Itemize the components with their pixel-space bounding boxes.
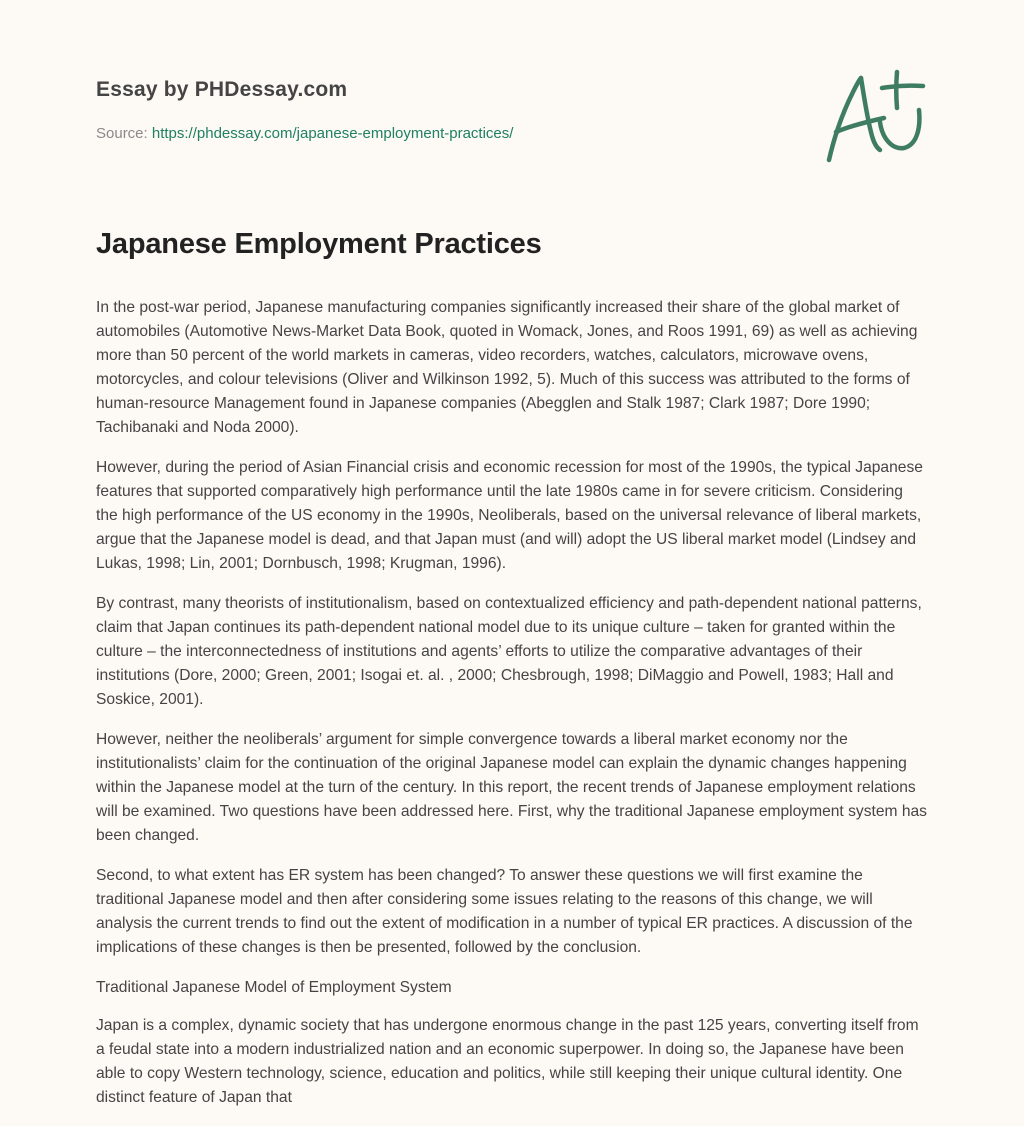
paragraph: However, neither the neoliberals’ argument for simple convergence towards a liberal market economy nor the institutionalists’ claim for the continuation of the original Japanese model can explain the dynamic changes happening within the Japanese model at the turn of the century. In this report, the recent trends of Japanese employment relations will be examined. Two questions have been addressed here. First, why the traditional Japanese employment system has been changed. (96, 731, 927, 844)
paragraph: By contrast, many theorists of institutionalism, based on contextualized efficiency and path-dependent national patterns, claim that Japan continues its path-dependent national model due to its unique culture – taken for granted within the culture – the interconnectedness of institutions and agents’ efforts to utilize the comparative advantages of their institutions (Dore, 2000; Green, 2001; Isogai et. al. , 2000; Chesbrough, 1998; DiMaggio and Powell, 1983; Hall and Soskice, 2001). (96, 595, 922, 708)
source-label: Source: (96, 125, 148, 142)
paragraph: Second, to what extent has ER system has been changed? To answer these questions we will first examine the traditional Japanese model and then after considering some issues relating to the reasons of this change, we will analysis the current trends to find out the extent of modification in a number of typical ER practices. A discussion of the implications of these changes is then be presented, followed by the conclusion. (96, 867, 913, 956)
paragraph: Japan is a complex, dynamic society that has undergone enormous change in the past 125 years, converting itself from a feudal state into a modern industrialized nation and an economic superpower. In doing so, the Japanese have been able to copy Western technology, science, education and politics, while still keeping their unique cultural identity. One distinct feature of Japan that (96, 1017, 919, 1106)
source-link[interactable]: https://phdessay.com/japanese-employment-practices/ (151, 125, 514, 142)
paragraph: In the post-war period, Japanese manufacturing companies significantly increased their share of the global market of automobiles (Automotive News-Market Data Book, quoted in Womack, Jones, and Roos 1991, 69) as well as achieving more than 50 percent of the world markets in cameras, video recorders, watches, calculators, microwave ovens, motorcycles, and colour televisions (Oliver and Wilkinson 1992, 5). Much of this success was attributed to the forms of human-resource Management found in Japanese companies (Abegglen and Stalk 1987; Clark 1987; Dore 1990; Tachibanaki and Noda 2000). (96, 299, 918, 436)
a-plus-logo-icon (820, 66, 930, 166)
site-title: Essay by PHDessay.com (96, 78, 348, 101)
essay-header (96, 74, 696, 144)
essay-article (96, 222, 928, 1126)
section-subheading: Traditional Japanese Model of Employment System (96, 979, 452, 996)
source-line (96, 124, 696, 144)
essay-title: Japanese Employment Practices (96, 228, 542, 260)
paragraph: However, during the period of Asian Financial crisis and economic recession for most of the 1990s, the typical Japanese features that supported comparatively high performance until the late 1980s came in for severe criticism. Considering the high performance of the US economy in the 1990s, Neoliberals, based on the universal relevance of liberal markets, argue that the Japanese model is dead, and that Japan must (and will) adopt the US liberal market model (Lindsey and Lukas, 1998; Lin, 2001; Dornbusch, 1998; Krugman, 1996). (96, 459, 923, 572)
